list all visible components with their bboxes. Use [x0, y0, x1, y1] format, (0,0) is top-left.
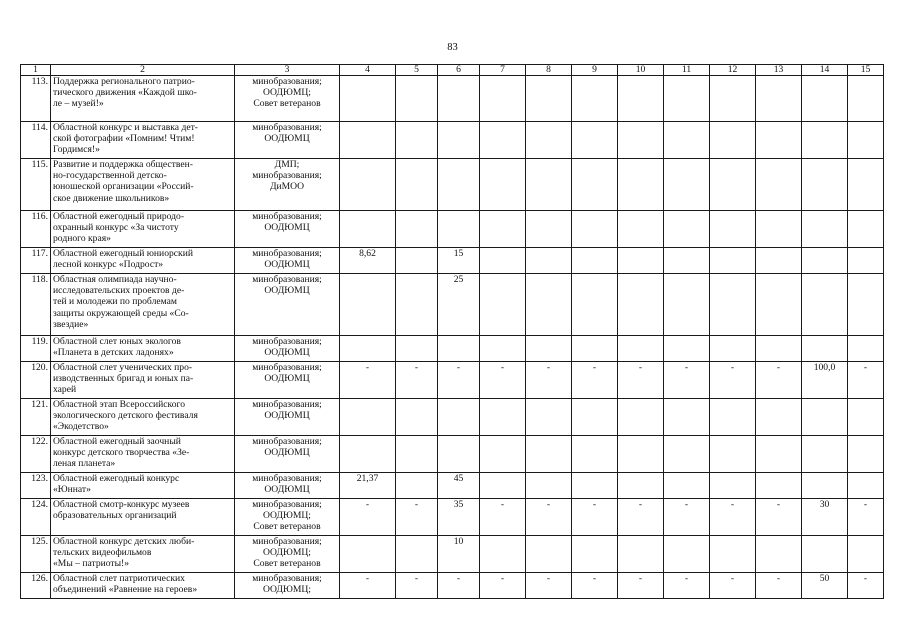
value-cell [710, 436, 756, 473]
value-cell [618, 211, 664, 248]
activity-name: Поддержка регионального патрио- тического движения «Каждой шко- ле – музей!» [51, 76, 235, 122]
value-cell [618, 159, 664, 211]
value-cell [438, 399, 480, 436]
value-cell: - [340, 362, 396, 399]
value-cell [480, 536, 526, 573]
value-cell [664, 336, 710, 362]
value-cell [480, 248, 526, 274]
value-cell [664, 274, 710, 336]
value-cell: 45 [438, 473, 480, 499]
value-cell: - [480, 362, 526, 399]
row-number: 116. [21, 211, 51, 248]
executor-cell: минобразования; ООДЮМЦ [235, 362, 340, 399]
value-cell [756, 336, 802, 362]
value-cell [572, 122, 618, 159]
value-cell: 21,37 [340, 473, 396, 499]
table-row [21, 499, 884, 536]
value-cell [618, 122, 664, 159]
value-cell [802, 211, 848, 248]
value-cell [480, 274, 526, 336]
activity-name: Областная олимпиада научно- исследовательских проектов де- тей и молодежи по проблемам защиты окружающей среды «Со- звездие» [51, 274, 235, 336]
value-cell [396, 436, 438, 473]
row-number: 123. [21, 473, 51, 499]
value-cell [802, 336, 848, 362]
activity-name: Областной слет ученических про- изводственных бригад и юных па- харей [51, 362, 235, 399]
value-cell [396, 211, 438, 248]
value-cell: - [438, 362, 480, 399]
value-cell [848, 211, 884, 248]
value-cell [848, 336, 884, 362]
page-number: 83 [447, 42, 458, 53]
value-cell [526, 436, 572, 473]
header-cell: 2 [51, 65, 235, 76]
value-cell: - [480, 573, 526, 599]
value-cell [340, 336, 396, 362]
value-cell [480, 211, 526, 248]
executor-cell: минобразования; ООДЮМЦ; Совет ветеранов [235, 76, 340, 122]
value-cell: - [756, 499, 802, 536]
program-activities-table [20, 64, 884, 599]
table-row [21, 122, 884, 159]
table-row [21, 436, 884, 473]
row-number: 122. [21, 436, 51, 473]
value-cell [710, 76, 756, 122]
header-cell: 14 [802, 65, 848, 76]
value-cell: 30 [802, 499, 848, 536]
row-number: 120. [21, 362, 51, 399]
value-cell [710, 399, 756, 436]
value-cell [618, 473, 664, 499]
header-cell: 10 [618, 65, 664, 76]
table-row [21, 76, 884, 122]
value-cell [480, 473, 526, 499]
table-row [21, 211, 884, 248]
value-cell: - [710, 573, 756, 599]
value-cell [664, 76, 710, 122]
row-number: 125. [21, 536, 51, 573]
value-cell [438, 211, 480, 248]
activity-name: Развитие и поддержка обществен- но-государственной детско- юношеской организации «Россий- ское движение школьников» [51, 159, 235, 211]
value-cell [710, 159, 756, 211]
value-cell [848, 76, 884, 122]
header-cell: 12 [710, 65, 756, 76]
value-cell [396, 159, 438, 211]
activity-name: Областной слет патриотических объединений «Равнение на героев» [51, 573, 235, 599]
executor-cell: минобразования; ООДЮМЦ [235, 399, 340, 436]
header-cell: 3 [235, 65, 340, 76]
value-cell [802, 76, 848, 122]
value-cell [396, 399, 438, 436]
activity-name: Областной смотр-конкурс музеев образовательных организаций [51, 499, 235, 536]
row-number: 117. [21, 248, 51, 274]
row-number: 119. [21, 336, 51, 362]
value-cell [480, 336, 526, 362]
value-cell: - [618, 573, 664, 599]
value-cell: - [526, 499, 572, 536]
value-cell [340, 159, 396, 211]
value-cell [756, 274, 802, 336]
activity-name: Областной ежегодный юниорский лесной конкурс «Подрост» [51, 248, 235, 274]
value-cell [848, 274, 884, 336]
value-cell [664, 399, 710, 436]
value-cell [848, 473, 884, 499]
value-cell [618, 336, 664, 362]
value-cell [710, 211, 756, 248]
table-row [21, 336, 884, 362]
value-cell: - [396, 573, 438, 599]
value-cell [618, 536, 664, 573]
executor-cell: минобразования; ООДЮМЦ; [235, 573, 340, 599]
executor-cell: минобразования; ООДЮМЦ [235, 473, 340, 499]
value-cell: - [572, 362, 618, 399]
executor-cell: минобразования; ООДЮМЦ; Совет ветеранов [235, 499, 340, 536]
value-cell [664, 248, 710, 274]
table-row [21, 536, 884, 573]
executor-cell: минобразования; ООДЮМЦ [235, 274, 340, 336]
value-cell [480, 76, 526, 122]
value-cell: - [396, 499, 438, 536]
value-cell [340, 536, 396, 573]
value-cell [480, 399, 526, 436]
value-cell [802, 274, 848, 336]
value-cell [572, 211, 618, 248]
value-cell: - [526, 362, 572, 399]
value-cell [438, 122, 480, 159]
value-cell [802, 436, 848, 473]
value-cell [802, 159, 848, 211]
value-cell [572, 536, 618, 573]
value-cell [756, 122, 802, 159]
value-cell [848, 159, 884, 211]
value-cell [756, 76, 802, 122]
value-cell [340, 122, 396, 159]
value-cell [618, 274, 664, 336]
header-cell: 15 [848, 65, 884, 76]
value-cell: - [526, 573, 572, 599]
value-cell [572, 159, 618, 211]
value-cell [526, 159, 572, 211]
header-cell: 11 [664, 65, 710, 76]
value-cell: - [848, 499, 884, 536]
value-cell [756, 473, 802, 499]
header-cell: 7 [480, 65, 526, 76]
header-cell: 8 [526, 65, 572, 76]
header-cell: 9 [572, 65, 618, 76]
value-cell [572, 336, 618, 362]
value-cell: 10 [438, 536, 480, 573]
value-cell [438, 436, 480, 473]
table-row [21, 362, 884, 399]
activity-name: Областной ежегодный конкурс «Юннат» [51, 473, 235, 499]
value-cell: - [664, 362, 710, 399]
value-cell: 15 [438, 248, 480, 274]
value-cell [710, 336, 756, 362]
value-cell [340, 211, 396, 248]
value-cell [396, 336, 438, 362]
value-cell: - [618, 499, 664, 536]
value-cell [572, 76, 618, 122]
value-cell [710, 473, 756, 499]
activity-name: Областной конкурс детских люби- тельских видеофильмов «Мы – патриоты!» [51, 536, 235, 573]
table-row [21, 399, 884, 436]
value-cell [438, 336, 480, 362]
header-cell: 4 [340, 65, 396, 76]
value-cell: - [756, 362, 802, 399]
value-cell: 100,0 [802, 362, 848, 399]
value-cell [710, 536, 756, 573]
row-number: 113. [21, 76, 51, 122]
value-cell: - [848, 362, 884, 399]
value-cell [664, 536, 710, 573]
value-cell [848, 536, 884, 573]
value-cell: - [396, 362, 438, 399]
value-cell: - [710, 362, 756, 399]
executor-cell: минобразования; ООДЮМЦ [235, 248, 340, 274]
value-cell [480, 436, 526, 473]
value-cell: 25 [438, 274, 480, 336]
value-cell [526, 536, 572, 573]
value-cell: 35 [438, 499, 480, 536]
value-cell [526, 76, 572, 122]
value-cell: - [572, 499, 618, 536]
value-cell [756, 436, 802, 473]
activity-name: Областной конкурс и выставка дет- ской фотографии «Помним! Чтим! Гордимся!» [51, 122, 235, 159]
header-cell: 13 [756, 65, 802, 76]
value-cell [848, 436, 884, 473]
activity-name: Областной ежегодный природо- охранный конкурс «За чистоту родного края» [51, 211, 235, 248]
executor-cell: минобразования; ООДЮМЦ [235, 336, 340, 362]
value-cell [340, 436, 396, 473]
header-cell: 1 [21, 65, 51, 76]
value-cell [756, 211, 802, 248]
row-number: 114. [21, 122, 51, 159]
value-cell [664, 436, 710, 473]
value-cell: - [340, 499, 396, 536]
value-cell: - [664, 573, 710, 599]
value-cell: - [848, 573, 884, 599]
value-cell [396, 122, 438, 159]
value-cell [438, 159, 480, 211]
table-row [21, 159, 884, 211]
header-row [21, 65, 884, 76]
value-cell [526, 248, 572, 274]
table-row [21, 573, 884, 599]
value-cell [756, 399, 802, 436]
value-cell [802, 536, 848, 573]
value-cell [526, 211, 572, 248]
value-cell [756, 536, 802, 573]
value-cell [756, 159, 802, 211]
value-cell: - [710, 499, 756, 536]
table-row [21, 274, 884, 336]
header-cell: 6 [438, 65, 480, 76]
value-cell [480, 122, 526, 159]
executor-cell: минобразования; ООДЮМЦ [235, 122, 340, 159]
value-cell [340, 274, 396, 336]
value-cell [572, 274, 618, 336]
row-number: 126. [21, 573, 51, 599]
value-cell [848, 122, 884, 159]
activity-name: Областной ежегодный заочный конкурс детского творчества «Зе- леная планета» [51, 436, 235, 473]
value-cell [618, 436, 664, 473]
value-cell: 8,62 [340, 248, 396, 274]
value-cell: - [340, 573, 396, 599]
executor-cell: минобразования; ООДЮМЦ; Совет ветеранов [235, 536, 340, 573]
value-cell [710, 274, 756, 336]
value-cell [438, 76, 480, 122]
value-cell [396, 76, 438, 122]
value-cell [526, 122, 572, 159]
value-cell [526, 274, 572, 336]
value-cell [710, 248, 756, 274]
table-row [21, 248, 884, 274]
value-cell [802, 399, 848, 436]
value-cell [664, 159, 710, 211]
value-cell [710, 122, 756, 159]
row-number: 121. [21, 399, 51, 436]
value-cell: 50 [802, 573, 848, 599]
value-cell [664, 211, 710, 248]
activity-name: Областной этап Всероссийского экологического детского фестиваля «Экодетство» [51, 399, 235, 436]
value-cell [572, 473, 618, 499]
value-cell: - [756, 573, 802, 599]
value-cell: - [664, 499, 710, 536]
value-cell [340, 76, 396, 122]
row-number: 115. [21, 159, 51, 211]
row-number: 124. [21, 499, 51, 536]
value-cell [664, 122, 710, 159]
value-cell [756, 248, 802, 274]
value-cell [480, 159, 526, 211]
value-cell [396, 274, 438, 336]
activity-name: Областной слет юных экологов «Планета в детских ладонях» [51, 336, 235, 362]
header-cell: 5 [396, 65, 438, 76]
value-cell: - [438, 573, 480, 599]
executor-cell: ДМП; минобразования; ДиМОО [235, 159, 340, 211]
value-cell [664, 473, 710, 499]
value-cell: - [480, 499, 526, 536]
table-row [21, 473, 884, 499]
value-cell [526, 473, 572, 499]
value-cell [618, 399, 664, 436]
value-cell [848, 248, 884, 274]
executor-cell: минобразования; ООДЮМЦ [235, 211, 340, 248]
value-cell [802, 248, 848, 274]
value-cell [526, 399, 572, 436]
value-cell [396, 473, 438, 499]
value-cell [572, 399, 618, 436]
value-cell [618, 76, 664, 122]
value-cell [802, 122, 848, 159]
value-cell [618, 248, 664, 274]
value-cell [802, 473, 848, 499]
value-cell [526, 336, 572, 362]
value-cell [572, 436, 618, 473]
value-cell [848, 399, 884, 436]
row-number: 118. [21, 274, 51, 336]
value-cell [396, 536, 438, 573]
value-cell [340, 399, 396, 436]
value-cell [572, 248, 618, 274]
value-cell: - [618, 362, 664, 399]
value-cell: - [572, 573, 618, 599]
executor-cell: минобразования; ООДЮМЦ [235, 436, 340, 473]
value-cell [396, 248, 438, 274]
